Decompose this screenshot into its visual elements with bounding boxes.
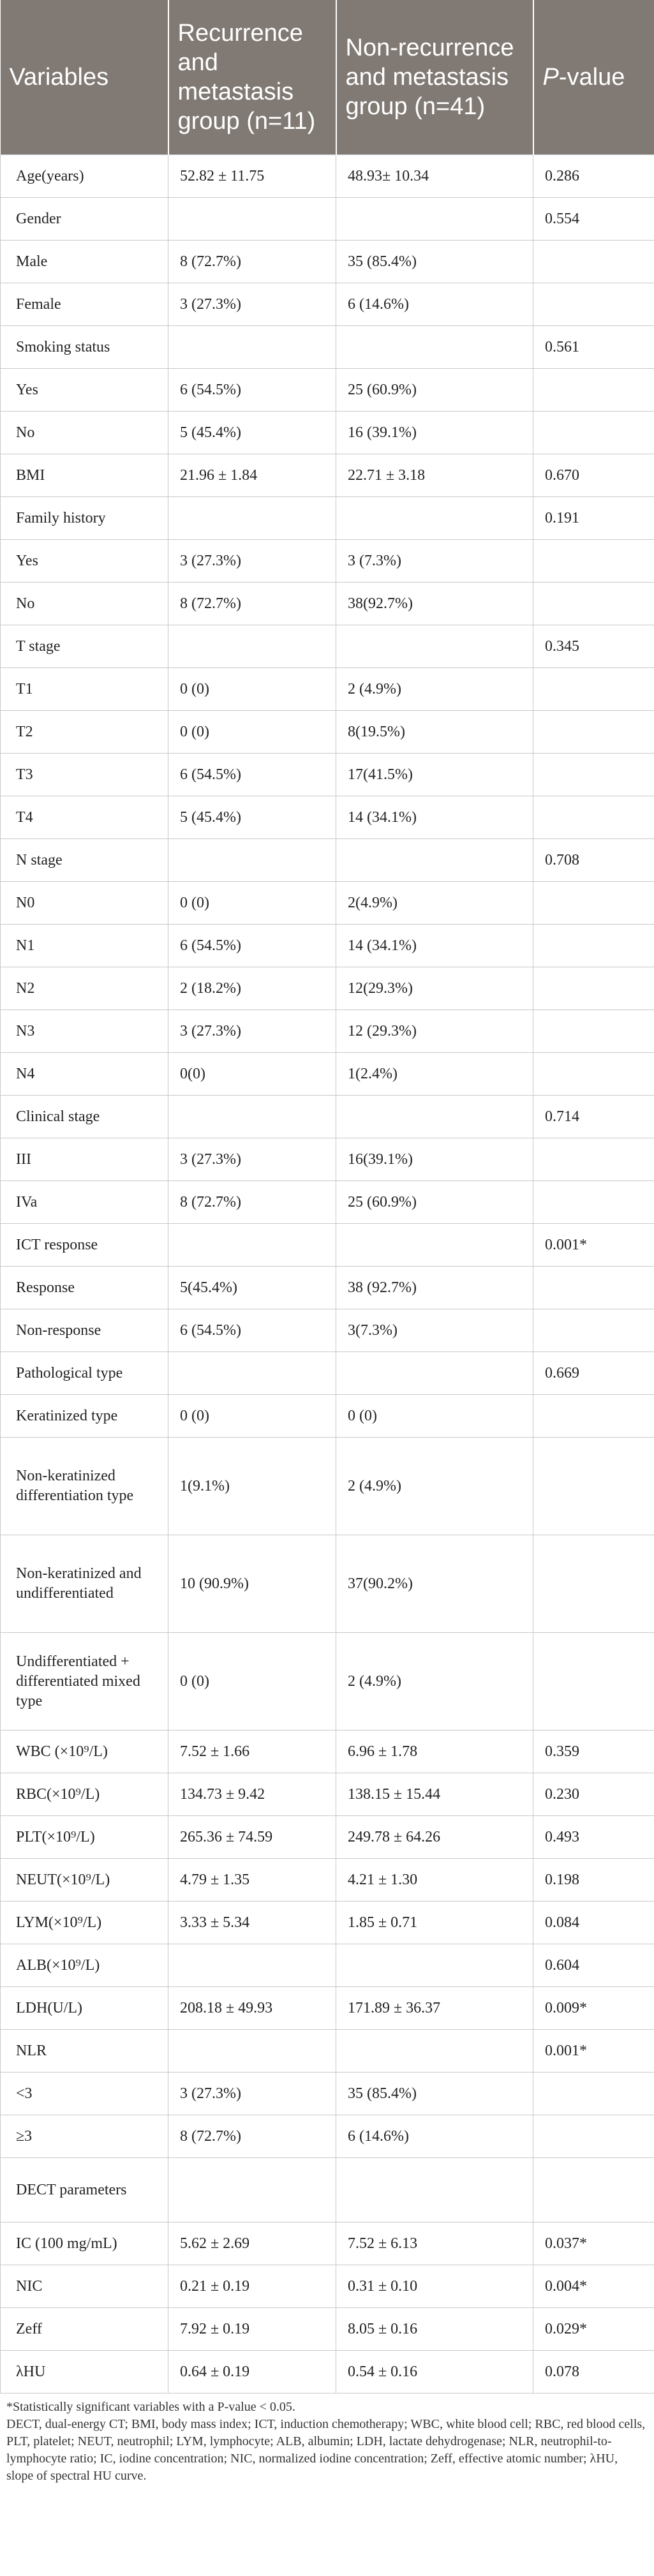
- cell-non-recurrence: 25 (60.9%): [336, 369, 533, 412]
- cell-recurrence: [168, 198, 336, 241]
- cell-recurrence: 5 (45.4%): [168, 412, 336, 454]
- cell-p-value: [533, 1535, 654, 1633]
- cell-variable: T4: [1, 796, 168, 839]
- cell-p-value: 0.037*: [533, 2222, 654, 2265]
- cell-non-recurrence: 0.54 ± 0.16: [336, 2351, 533, 2394]
- cell-variable: Yes: [1, 540, 168, 583]
- cell-variable: <3: [1, 2073, 168, 2115]
- cell-recurrence: [168, 497, 336, 540]
- cell-p-value: [533, 1181, 654, 1224]
- cell-recurrence: [168, 1352, 336, 1395]
- cell-variable: Age(years): [1, 155, 168, 198]
- cell-p-value: 0.493: [533, 1816, 654, 1859]
- cell-variable: Non-keratinized differentiation type: [1, 1438, 168, 1535]
- cell-p-value: [533, 796, 654, 839]
- cell-variable: No: [1, 412, 168, 454]
- table-row: [1, 1181, 654, 1224]
- cell-p-value: [533, 241, 654, 283]
- cell-recurrence: 134.73 ± 9.42: [168, 1773, 336, 1816]
- cell-variable: LDH(U/L): [1, 1987, 168, 2030]
- cell-p-value: 0.604: [533, 1944, 654, 1987]
- cell-non-recurrence: 4.21 ± 1.30: [336, 1859, 533, 1902]
- cell-p-value: 0.714: [533, 1096, 654, 1138]
- cell-p-value: [533, 2073, 654, 2115]
- cell-p-value: [533, 540, 654, 583]
- cell-recurrence: [168, 625, 336, 668]
- table-row: [1, 1267, 654, 1309]
- table-row: [1, 2308, 654, 2351]
- cell-non-recurrence: 14 (34.1%): [336, 796, 533, 839]
- table-row: [1, 1773, 654, 1816]
- cell-recurrence: 0.64 ± 0.19: [168, 2351, 336, 2394]
- table-row: [1, 1944, 654, 1987]
- cell-recurrence: [168, 839, 336, 882]
- cell-variable: III: [1, 1138, 168, 1181]
- cell-non-recurrence: 1(2.4%): [336, 1053, 533, 1096]
- cell-recurrence: 10 (90.9%): [168, 1535, 336, 1633]
- cell-variable: NLR: [1, 2030, 168, 2073]
- cell-non-recurrence: 38(92.7%): [336, 583, 533, 625]
- cell-non-recurrence: 8.05 ± 0.16: [336, 2308, 533, 2351]
- cell-recurrence: 6 (54.5%): [168, 925, 336, 967]
- cell-variable: T1: [1, 668, 168, 711]
- cell-non-recurrence: 1.85 ± 0.71: [336, 1902, 533, 1944]
- cell-recurrence: 0(0): [168, 1053, 336, 1096]
- cell-p-value: [533, 2158, 654, 2222]
- cell-p-value: 0.670: [533, 454, 654, 497]
- table-row: [1, 1096, 654, 1138]
- cell-p-value: [533, 1267, 654, 1309]
- cell-recurrence: 2 (18.2%): [168, 967, 336, 1010]
- cell-p-value: 0.708: [533, 839, 654, 882]
- table-row: [1, 241, 654, 283]
- table-row: [1, 198, 654, 241]
- header-row: [1, 0, 654, 155]
- table-row: [1, 412, 654, 454]
- cell-p-value: [533, 1010, 654, 1053]
- cell-non-recurrence: [336, 1096, 533, 1138]
- cell-variable: NIC: [1, 2265, 168, 2308]
- cell-non-recurrence: 38 (92.7%): [336, 1267, 533, 1309]
- cell-variable: Zeff: [1, 2308, 168, 2351]
- cell-variable: N3: [1, 1010, 168, 1053]
- table-row: [1, 925, 654, 967]
- cell-recurrence: [168, 1224, 336, 1267]
- cell-variable: ALB(×10⁹/L): [1, 1944, 168, 1987]
- cell-non-recurrence: 2 (4.9%): [336, 668, 533, 711]
- cell-non-recurrence: 12(29.3%): [336, 967, 533, 1010]
- table-row: [1, 1859, 654, 1902]
- cell-non-recurrence: 2(4.9%): [336, 882, 533, 925]
- cell-recurrence: 3 (27.3%): [168, 1138, 336, 1181]
- cell-non-recurrence: 12 (29.3%): [336, 1010, 533, 1053]
- cell-p-value: 0.078: [533, 2351, 654, 2394]
- cell-p-value: 0.345: [533, 625, 654, 668]
- cell-variable: Smoking status: [1, 326, 168, 369]
- cell-variable: ≥3: [1, 2115, 168, 2158]
- cell-variable: T3: [1, 754, 168, 796]
- cell-recurrence: 5(45.4%): [168, 1267, 336, 1309]
- cell-p-value: [533, 754, 654, 796]
- cell-non-recurrence: 3(7.3%): [336, 1309, 533, 1352]
- cell-non-recurrence: 14 (34.1%): [336, 925, 533, 967]
- cell-variable: Gender: [1, 198, 168, 241]
- table-row: [1, 2073, 654, 2115]
- cell-p-value: 0.029*: [533, 2308, 654, 2351]
- table-row: [1, 1352, 654, 1395]
- table-row: [1, 1731, 654, 1773]
- cell-recurrence: 3.33 ± 5.34: [168, 1902, 336, 1944]
- cell-non-recurrence: 48.93± 10.34: [336, 155, 533, 198]
- cell-non-recurrence: 16 (39.1%): [336, 412, 533, 454]
- cell-recurrence: 21.96 ± 1.84: [168, 454, 336, 497]
- cell-non-recurrence: [336, 1224, 533, 1267]
- table-row: [1, 1010, 654, 1053]
- cell-variable: IC (100 mg/mL): [1, 2222, 168, 2265]
- cell-recurrence: 3 (27.3%): [168, 283, 336, 326]
- cell-recurrence: 6 (54.5%): [168, 1309, 336, 1352]
- cell-recurrence: 1(9.1%): [168, 1438, 336, 1535]
- cell-p-value: [533, 711, 654, 754]
- table-row: [1, 1987, 654, 2030]
- header-variables: Variables: [1, 0, 168, 155]
- cell-variable: N2: [1, 967, 168, 1010]
- cell-p-value: [533, 668, 654, 711]
- cell-p-value: [533, 967, 654, 1010]
- footnote-abbreviations: DECT, dual-energy CT; BMI, body mass index; ICT, induction chemotherapy; WBC, white blood cell; RBC, red blood cells, PLT, platelet; NEUT, neutrophil; LYM, lymphocyte; ALB, albumin; LDH, lactate dehydrogenase; NLR, neutrophil-to-lymphocyte ratio; IC, iodine concentration; NIC, normalized iodine concentration; Zeff, effective atomic number; λHU, slope of spectral HU curve.: [6, 2417, 646, 2483]
- cell-p-value: [533, 369, 654, 412]
- table-row: [1, 625, 654, 668]
- cell-variable: ICT response: [1, 1224, 168, 1267]
- cell-non-recurrence: [336, 2030, 533, 2073]
- table-row: [1, 1395, 654, 1438]
- table-body: [1, 155, 654, 2394]
- cell-variable: Response: [1, 1267, 168, 1309]
- table-row: [1, 2265, 654, 2308]
- cell-p-value: [533, 283, 654, 326]
- cell-recurrence: 3 (27.3%): [168, 1010, 336, 1053]
- cell-p-value: 0.230: [533, 1773, 654, 1816]
- cell-non-recurrence: 0.31 ± 0.10: [336, 2265, 533, 2308]
- cell-variable: PLT(×10⁹/L): [1, 1816, 168, 1859]
- table-row: [1, 2222, 654, 2265]
- cell-recurrence: [168, 326, 336, 369]
- cell-non-recurrence: [336, 326, 533, 369]
- cell-variable: Keratinized type: [1, 1395, 168, 1438]
- cell-variable: NEUT(×10⁹/L): [1, 1859, 168, 1902]
- cell-variable: DECT parameters: [1, 2158, 168, 2222]
- cell-p-value: [533, 925, 654, 967]
- cell-variable: N0: [1, 882, 168, 925]
- cell-variable: No: [1, 583, 168, 625]
- cell-p-value: 0.554: [533, 198, 654, 241]
- table-row: [1, 1438, 654, 1535]
- header-non-recurrence-group: Non-recurrence and metastasis group (n=41): [336, 0, 533, 155]
- cell-variable: WBC (×10⁹/L): [1, 1731, 168, 1773]
- cell-variable: RBC(×10⁹/L): [1, 1773, 168, 1816]
- table-row: [1, 155, 654, 198]
- cell-variable: LYM(×10⁹/L): [1, 1902, 168, 1944]
- header-p-value: P-value: [533, 0, 654, 155]
- table-row: [1, 882, 654, 925]
- table-row: [1, 2115, 654, 2158]
- cell-p-value: 0.286: [533, 155, 654, 198]
- cell-non-recurrence: 6 (14.6%): [336, 283, 533, 326]
- cell-recurrence: 5 (45.4%): [168, 796, 336, 839]
- cell-non-recurrence: [336, 2158, 533, 2222]
- cell-recurrence: 265.36 ± 74.59: [168, 1816, 336, 1859]
- table-row: [1, 283, 654, 326]
- cell-non-recurrence: [336, 839, 533, 882]
- cell-non-recurrence: [336, 1352, 533, 1395]
- cell-p-value: [533, 1438, 654, 1535]
- cell-variable: Family history: [1, 497, 168, 540]
- cell-recurrence: 208.18 ± 49.93: [168, 1987, 336, 2030]
- cell-variable: Pathological type: [1, 1352, 168, 1395]
- cell-recurrence: 8 (72.7%): [168, 241, 336, 283]
- cell-non-recurrence: 8(19.5%): [336, 711, 533, 754]
- cell-non-recurrence: 37(90.2%): [336, 1535, 533, 1633]
- table-row: [1, 1138, 654, 1181]
- cell-non-recurrence: 35 (85.4%): [336, 241, 533, 283]
- cell-p-value: 0.084: [533, 1902, 654, 1944]
- cell-variable: N1: [1, 925, 168, 967]
- cell-p-value: 0.561: [533, 326, 654, 369]
- cell-non-recurrence: 3 (7.3%): [336, 540, 533, 583]
- cell-p-value: 0.669: [533, 1352, 654, 1395]
- table-row: [1, 839, 654, 882]
- cell-recurrence: 5.62 ± 2.69: [168, 2222, 336, 2265]
- cell-variable: Non-response: [1, 1309, 168, 1352]
- cell-non-recurrence: 2 (4.9%): [336, 1633, 533, 1731]
- cell-p-value: [533, 1138, 654, 1181]
- cell-recurrence: 6 (54.5%): [168, 754, 336, 796]
- cell-recurrence: 8 (72.7%): [168, 2115, 336, 2158]
- footnote: [0, 2394, 654, 2485]
- cell-p-value: 0.001*: [533, 1224, 654, 1267]
- table-row: [1, 2030, 654, 2073]
- table-row: [1, 583, 654, 625]
- cell-non-recurrence: 22.71 ± 3.18: [336, 454, 533, 497]
- table-row: [1, 967, 654, 1010]
- cell-non-recurrence: 138.15 ± 15.44: [336, 1773, 533, 1816]
- cell-p-value: [533, 2115, 654, 2158]
- cell-non-recurrence: 2 (4.9%): [336, 1438, 533, 1535]
- table-row: [1, 1053, 654, 1096]
- cell-non-recurrence: 35 (85.4%): [336, 2073, 533, 2115]
- cell-variable: Male: [1, 241, 168, 283]
- cell-recurrence: 3 (27.3%): [168, 2073, 336, 2115]
- cell-variable: N stage: [1, 839, 168, 882]
- cell-non-recurrence: 0 (0): [336, 1395, 533, 1438]
- cell-variable: T stage: [1, 625, 168, 668]
- cell-p-value: [533, 882, 654, 925]
- table-row: [1, 326, 654, 369]
- cell-recurrence: 3 (27.3%): [168, 540, 336, 583]
- cell-variable: Female: [1, 283, 168, 326]
- table-row: [1, 369, 654, 412]
- cell-p-value: [533, 1633, 654, 1731]
- cell-variable: λHU: [1, 2351, 168, 2394]
- table-row: [1, 754, 654, 796]
- cell-recurrence: 0 (0): [168, 1633, 336, 1731]
- cell-p-value: [533, 412, 654, 454]
- table-row: [1, 1816, 654, 1859]
- cell-recurrence: 52.82 ± 11.75: [168, 155, 336, 198]
- cell-recurrence: 7.52 ± 1.66: [168, 1731, 336, 1773]
- cell-variable: Clinical stage: [1, 1096, 168, 1138]
- table-row: [1, 2351, 654, 2394]
- cell-p-value: [533, 1053, 654, 1096]
- cell-p-value: [533, 583, 654, 625]
- cell-non-recurrence: 6.96 ± 1.78: [336, 1731, 533, 1773]
- cell-non-recurrence: 7.52 ± 6.13: [336, 2222, 533, 2265]
- cell-non-recurrence: [336, 1944, 533, 1987]
- cell-variable: T2: [1, 711, 168, 754]
- footnote-significance: *Statistically significant variables with a P-value < 0.05.: [6, 2400, 295, 2414]
- cell-recurrence: [168, 2030, 336, 2073]
- cell-non-recurrence: 17(41.5%): [336, 754, 533, 796]
- cell-recurrence: 0 (0): [168, 1395, 336, 1438]
- cell-recurrence: [168, 2158, 336, 2222]
- cell-p-value: 0.009*: [533, 1987, 654, 2030]
- table-row: [1, 668, 654, 711]
- table-row: [1, 454, 654, 497]
- cell-non-recurrence: 25 (60.9%): [336, 1181, 533, 1224]
- table-header: [1, 0, 654, 155]
- cell-recurrence: [168, 1096, 336, 1138]
- cell-recurrence: 0 (0): [168, 882, 336, 925]
- cell-non-recurrence: [336, 625, 533, 668]
- cell-p-value: 0.198: [533, 1859, 654, 1902]
- cell-non-recurrence: 6 (14.6%): [336, 2115, 533, 2158]
- cell-non-recurrence: 16(39.1%): [336, 1138, 533, 1181]
- table-row: [1, 2158, 654, 2222]
- header-recurrence-group: Recurrence and metastasis group (n=11): [168, 0, 336, 155]
- cell-p-value: [533, 1309, 654, 1352]
- table-row: [1, 540, 654, 583]
- cell-recurrence: 4.79 ± 1.35: [168, 1859, 336, 1902]
- cell-non-recurrence: [336, 198, 533, 241]
- cell-recurrence: 7.92 ± 0.19: [168, 2308, 336, 2351]
- cell-recurrence: 6 (54.5%): [168, 369, 336, 412]
- cell-p-value: 0.359: [533, 1731, 654, 1773]
- cell-variable: Non-keratinized and undifferentiated: [1, 1535, 168, 1633]
- cell-recurrence: 0 (0): [168, 668, 336, 711]
- table-row: [1, 1902, 654, 1944]
- cell-p-value: 0.191: [533, 497, 654, 540]
- cell-variable: BMI: [1, 454, 168, 497]
- cell-variable: Yes: [1, 369, 168, 412]
- table-row: [1, 1633, 654, 1731]
- cell-recurrence: 0.21 ± 0.19: [168, 2265, 336, 2308]
- cell-p-value: 0.004*: [533, 2265, 654, 2308]
- cell-recurrence: 8 (72.7%): [168, 1181, 336, 1224]
- table-row: [1, 711, 654, 754]
- cell-non-recurrence: 249.78 ± 64.26: [336, 1816, 533, 1859]
- cell-variable: IVa: [1, 1181, 168, 1224]
- cell-variable: N4: [1, 1053, 168, 1096]
- cell-p-value: [533, 1395, 654, 1438]
- cell-p-value: 0.001*: [533, 2030, 654, 2073]
- cell-non-recurrence: [336, 497, 533, 540]
- cell-recurrence: [168, 1944, 336, 1987]
- table-row: [1, 796, 654, 839]
- table-row: [1, 1309, 654, 1352]
- table-row: [1, 1535, 654, 1633]
- cell-recurrence: 8 (72.7%): [168, 583, 336, 625]
- table-row: [1, 497, 654, 540]
- cell-recurrence: 0 (0): [168, 711, 336, 754]
- cell-variable: Undifferentiated + differentiated mixed type: [1, 1633, 168, 1731]
- cell-non-recurrence: 171.89 ± 36.37: [336, 1987, 533, 2030]
- table-row: [1, 1224, 654, 1267]
